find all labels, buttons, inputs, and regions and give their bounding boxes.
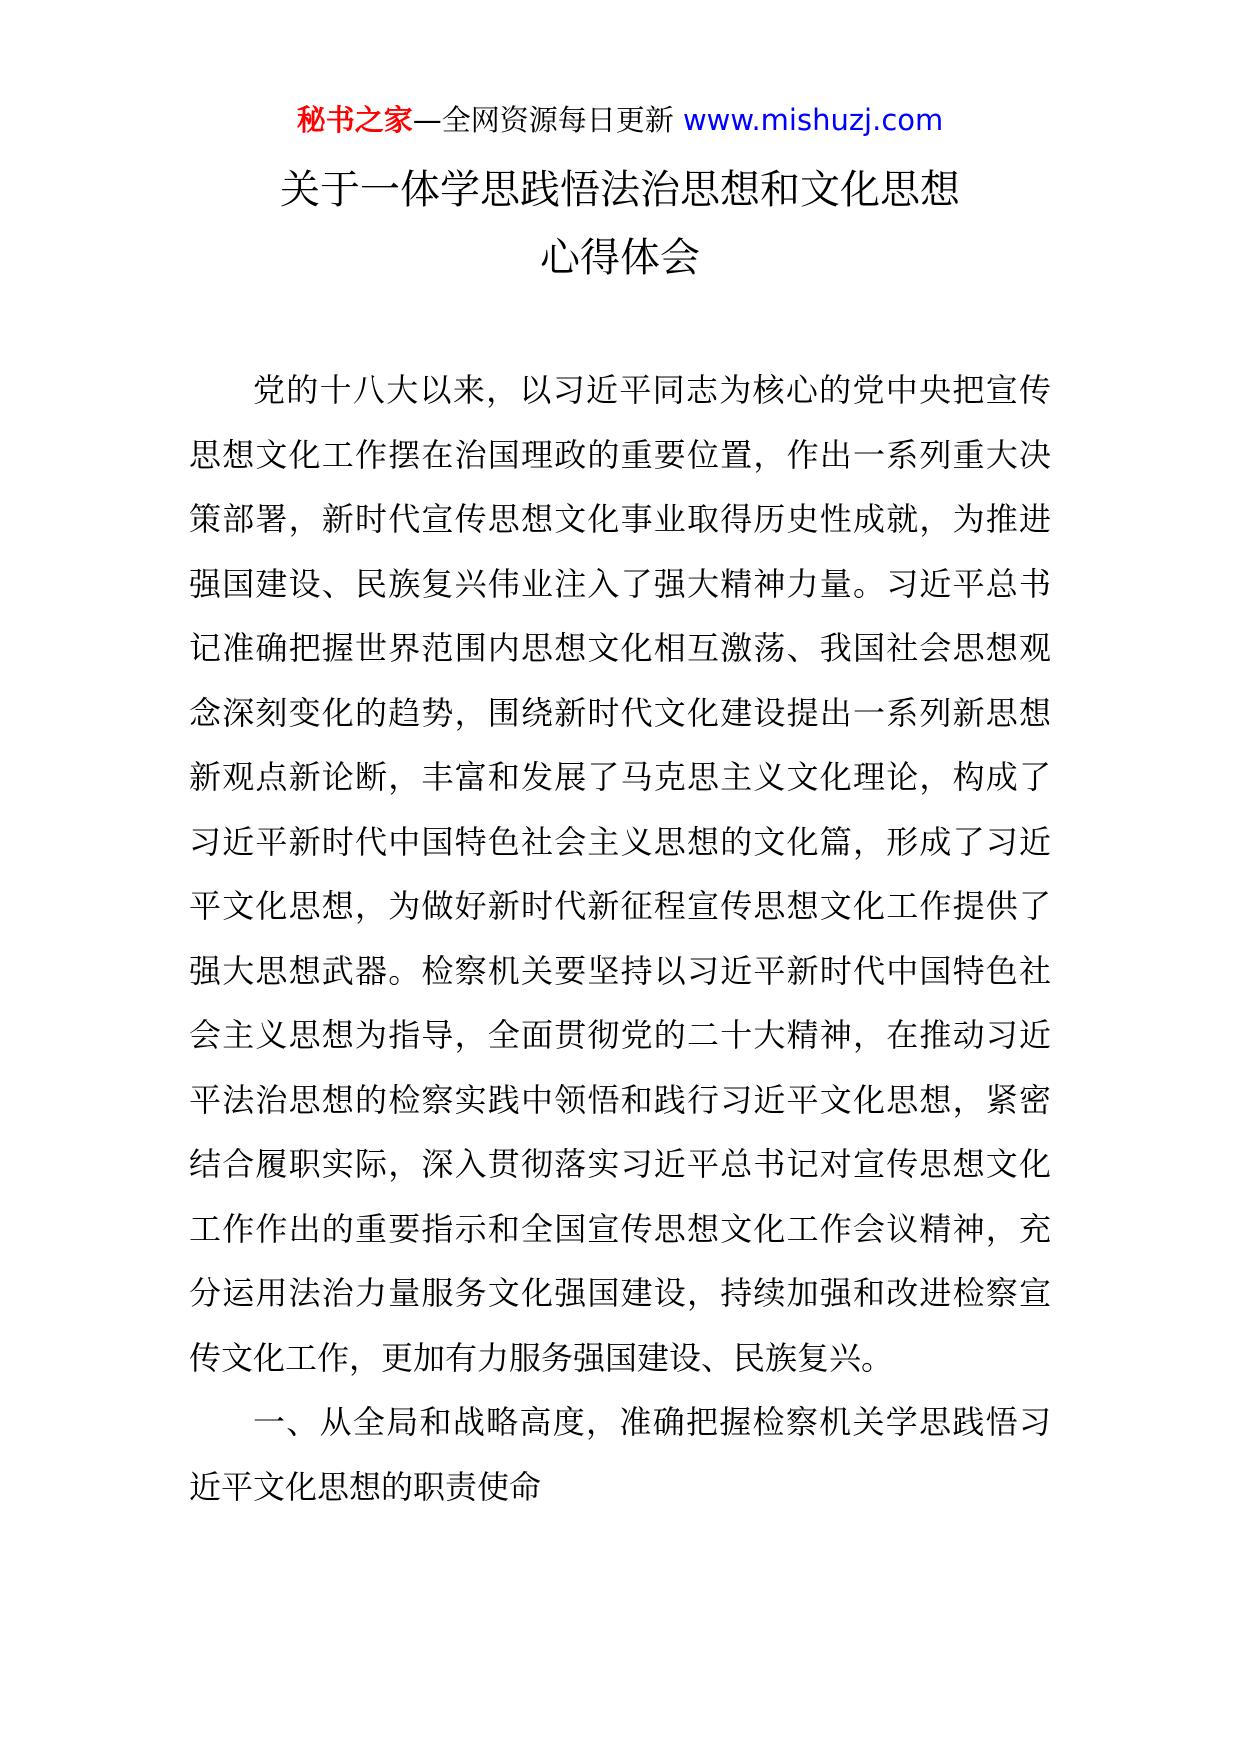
document-title-line-2: 心得体会 bbox=[540, 235, 700, 281]
brand-name: 秘书之家 bbox=[296, 103, 413, 137]
site-url-link[interactable]: www.mishuzj.com bbox=[682, 103, 944, 137]
header-slogan: —全网资源每日更新 bbox=[412, 103, 674, 137]
site-header bbox=[0, 100, 1240, 140]
document-body bbox=[189, 358, 1051, 1519]
section-heading: 一、从全局和战略高度，准确把握检察机关学思践悟习近平文化思想的职责使命 bbox=[189, 1403, 1051, 1506]
body-paragraph: 党的十八大以来，以习近平同志为核心的党中央把宣传思想文化工作摆在治国理政的重要位置，作出一系列重大决策部署，新时代宣传思想文化事业取得历史性成就，为推进强国建设、民族复兴伟业注入了强大精神力量。习近平总书记准确把握世界范围内思想文化相互激荡、我国社会思想观念深刻变化的趋势，围绕新时代文化建设提出一系列新思想新观点新论断，丰富和发展了马克思主义文化理论，构成了习近平新时代中国特色社会主义思想的文化篇，形成了习近平文化思想，为做好新时代新征程宣传思想文化工作提供了强大思想武器。检察机关要坚持以习近平新时代中国特色社会主义思想为指导，全面贯彻党的二十大精神，在推动习近平法治思想的检察实践中领悟和践行习近平文化思想，紧密结合履职实际，深入贯彻落实习近平总书记对宣传思想文化工作作出的重要指示和全国宣传思想文化工作会议精神，充分运用法治力量服务文化强国建设，持续加强和改进检察宣传文化工作，更加有力服务强国建设、民族复兴。 bbox=[189, 371, 1051, 1377]
document-title-line-1: 关于一体学思践悟法治思想和文化思想 bbox=[280, 167, 960, 213]
